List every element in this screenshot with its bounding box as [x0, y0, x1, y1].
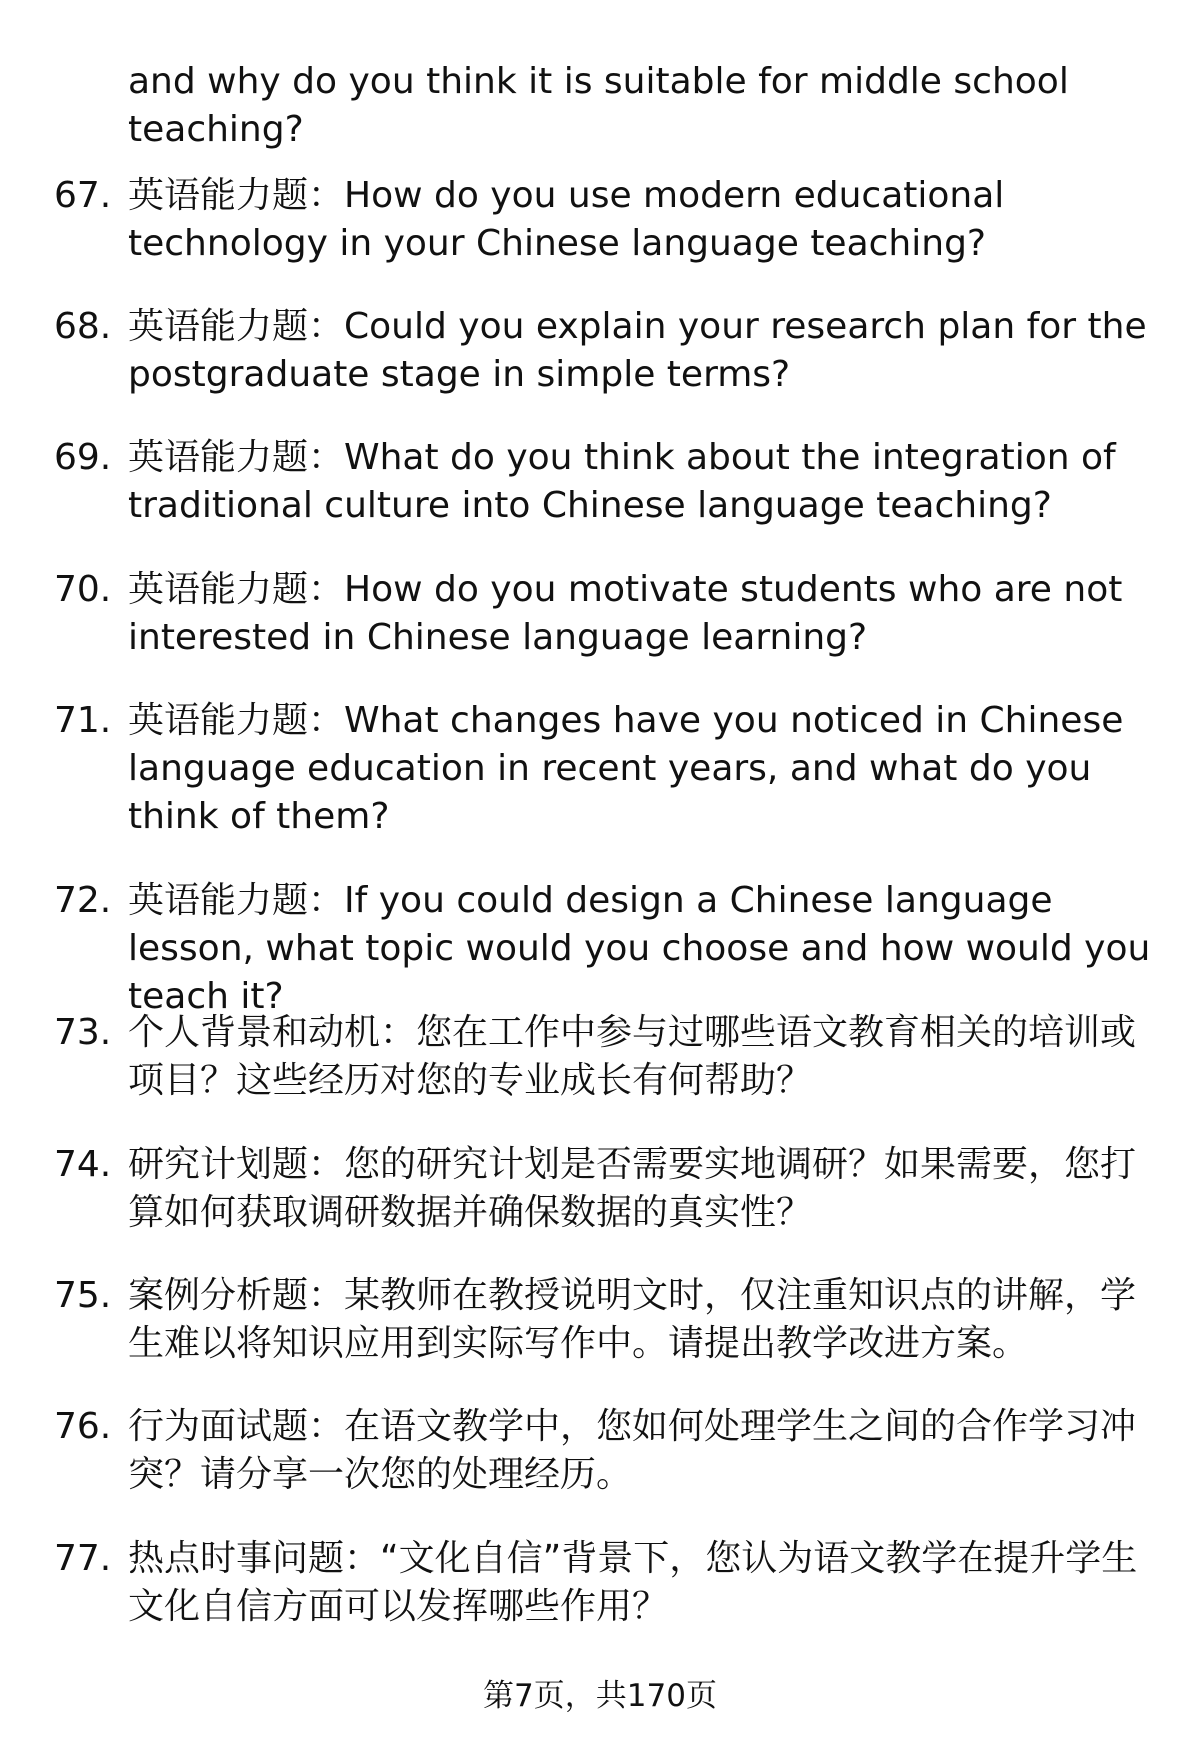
page-footer: 第7页，共170页	[483, 1678, 717, 1714]
question-text: 热点时事问题：“文化自信”背景下，您认为语文教学在提升学生文化自信方面可以发挥哪些作用？	[128, 1538, 1138, 1627]
question-text: 研究计划题：您的研究计划是否需要实地调研？如果需要，您打算如何获取调研数据并确保数据的真实性？	[128, 1144, 1137, 1233]
question-number: 68.	[54, 306, 112, 347]
question-text: 英语能力题：If you could design a Chinese language lesson, what topic would you choose and how would you teach it?	[128, 880, 1151, 1017]
question-number: 69.	[54, 437, 112, 478]
question-text: 英语能力题：What do you think about the integration of traditional culture into Chinese language teaching?	[128, 437, 1116, 526]
question-text: 英语能力题：What changes have you noticed in Chinese language education in recent years, and what do you think of them?	[128, 700, 1124, 837]
question-text: 英语能力题：How do you motivate students who are not interested in Chinese language learning?	[128, 569, 1123, 658]
question-text: 案例分析题：某教师在教授说明文时，仅注重知识点的讲解，学生难以将知识应用到实际写作中。请提出教学改进方案。	[128, 1275, 1137, 1364]
question-number: 75.	[54, 1275, 112, 1316]
continuation-text: and why do you think it is suitable for middle school teaching?	[128, 61, 1069, 150]
question-text: 英语能力题：Could you explain your research plan for the postgraduate stage in simple terms?	[128, 306, 1147, 395]
question-number: 70.	[54, 569, 112, 610]
question-text: 行为面试题：在语文教学中，您如何处理学生之间的合作学习冲突？请分享一次您的处理经历。	[128, 1406, 1137, 1495]
question-text: 个人背景和动机：您在工作中参与过哪些语文教育相关的培训或项目？这些经历对您的专业成长有何帮助？	[128, 1012, 1137, 1101]
question-number: 71.	[54, 700, 112, 741]
question-text: 英语能力题：How do you use modern educational technology in your Chinese language teaching?	[128, 175, 1005, 264]
question-number: 72.	[54, 880, 112, 921]
question-number: 76.	[54, 1406, 112, 1447]
question-number: 77.	[54, 1538, 112, 1579]
question-number: 67.	[54, 175, 112, 216]
question-number: 74.	[54, 1144, 112, 1185]
question-number: 73.	[54, 1012, 112, 1053]
